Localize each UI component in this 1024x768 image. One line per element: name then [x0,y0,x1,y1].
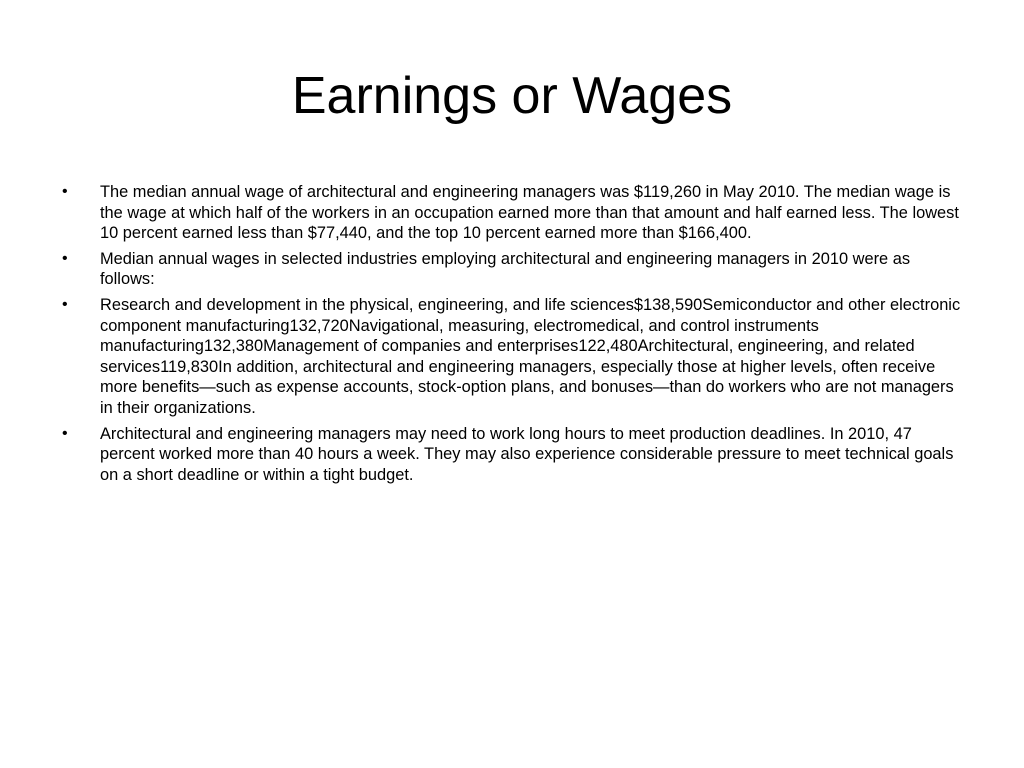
slide-title: Earnings or Wages [291,67,733,125]
bullet-list [62,182,967,490]
bullet-item-industry-wages [62,295,967,419]
bullet-item-median-wage [62,182,967,244]
bullet-text: Median annual wages in selected industries employing architectural and engineering managers in 2010 were as follows: [100,249,911,289]
bullet-text: Research and development in the physical, engineering, and life sciences$138,590Semiconductor and other electronic component manufacturing132,720Navigational, measuring, electromedical, and control instruments manufacturing132,380Management of companies and enterprises122,480Architectural, engineering, and related services119,830In addition, architectural and engineering managers, especially those at higher levels, often receive more benefits—such as expense accounts, stock-option plans, and bonuses—than do workers who are not managers in their organizations. [100,295,961,417]
bullet-icon: • [62,249,68,267]
bullet-icon: • [62,295,68,313]
bullet-item-work-hours [62,424,967,486]
bullet-icon: • [62,424,68,442]
bullet-text: Architectural and engineering managers may need to work long hours to meet production deadlines. In 2010, 47 percent worked more than 40 hours a week. They may also experience considerable pressure to meet technical goals on a short deadline or within a tight budget. [100,424,954,484]
bullet-text: The median annual wage of architectural and engineering managers was $119,260 in May 2010. The median wage is the wage at which half of the workers in an occupation earned more than that amount and half earned less. The lowest 10 percent earned less than $77,440, and the top 10 percent earned more than $166,400. [100,183,959,243]
bullet-icon: • [62,183,68,200]
bullet-item-industries-intro [62,249,967,290]
